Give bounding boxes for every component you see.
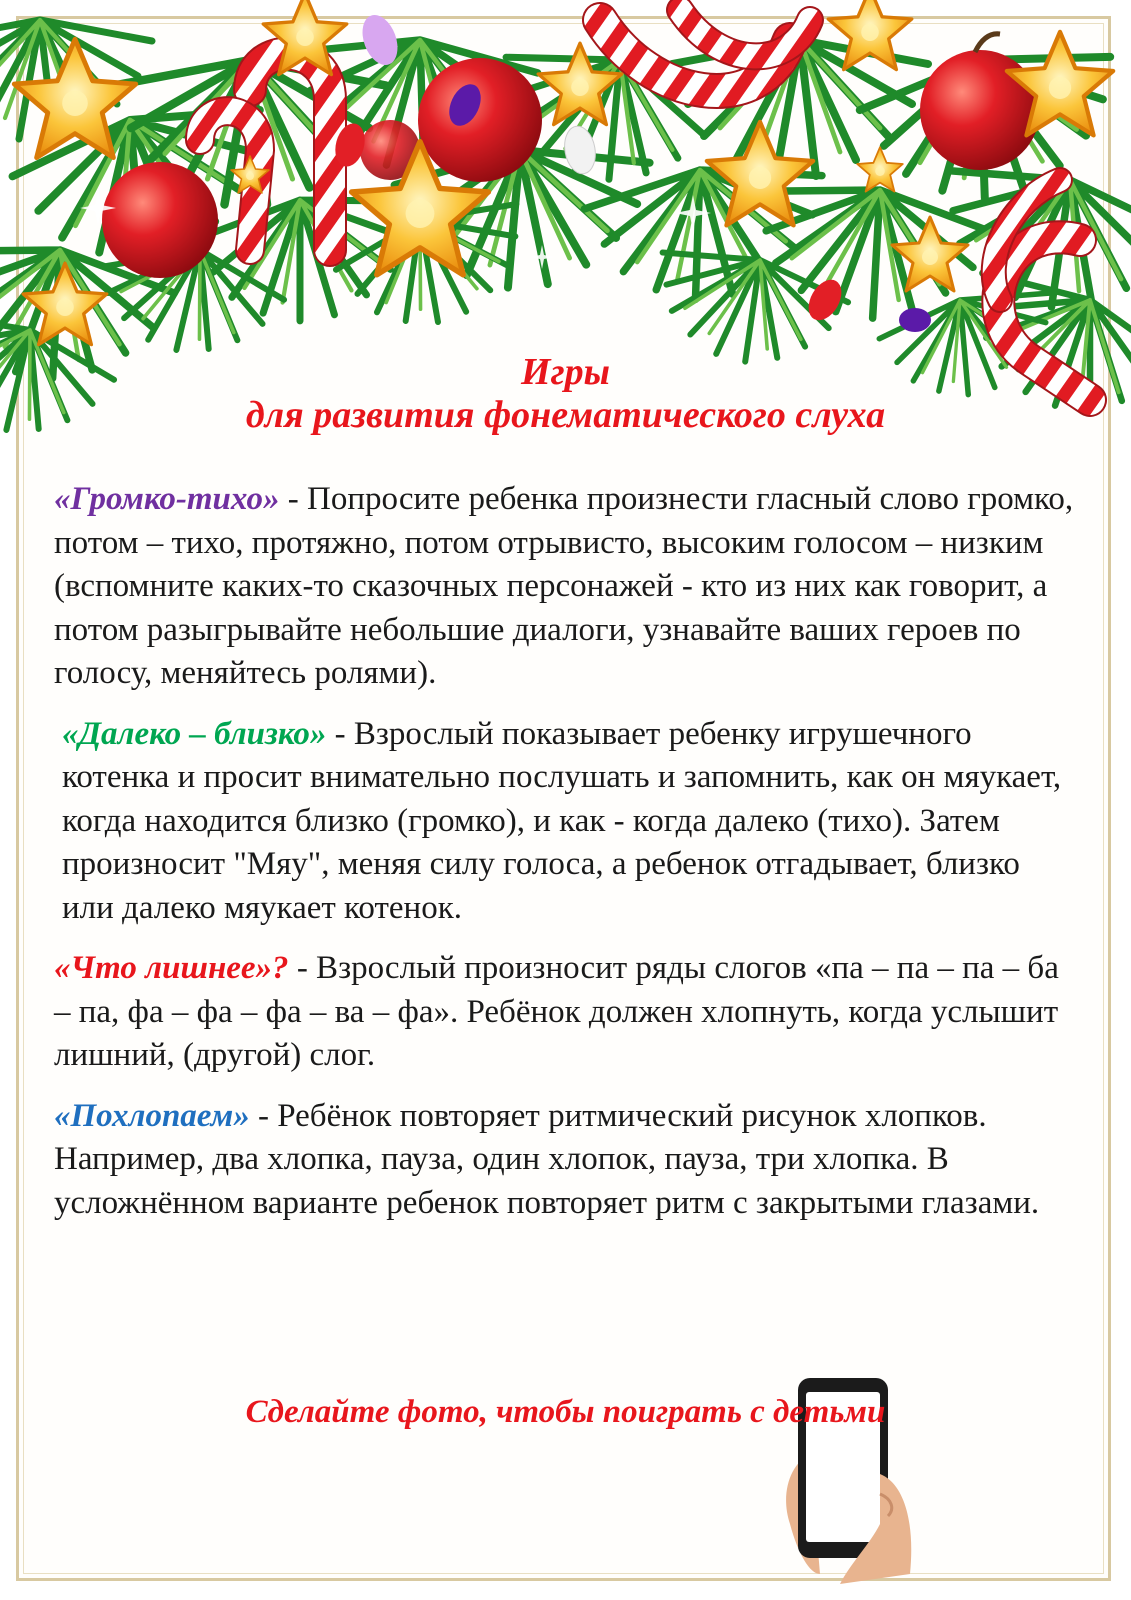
game-description: - Взрослый произносит ряды слогов «па – па – па – ба – па, фа – фа – фа – ва – фа». Ребёнок должен хлопнуть, когда услышит лишний, (другой) слог. — [54, 950, 1059, 1073]
game-item — [54, 713, 1074, 931]
game-item — [54, 947, 1074, 1078]
call-to-action: Сделайте фото, чтобы поиграть с детьми — [245, 1394, 886, 1430]
game-name: «Что лишнее»? — [54, 950, 289, 986]
game-description: - Взрослый показывает ребенку игрушечного котенка и просит внимательно послушать и запомнить, как он мяукает, когда находится близко (громко), и как - когда далеко (тихо). Затем произносит "Мяу", меняя силу голоса, а ребенок отгадывает, близко или далеко мяукает котенок. — [62, 715, 1062, 926]
game-description: - Попросите ребенка произнести гласный слово громко, потом – тихо, протяжно, потом отрывисто, высоким голосом – низким (вспомните каких-то сказочных персонажей - кто из них как говорит, а потом разыгрывайте небольшие диалоги, узнавайте ваших героев по голосу, меняйтесь ролями). — [54, 481, 1074, 691]
game-name: «Громко-тихо» — [54, 481, 280, 517]
game-name: «Похлопаем» — [54, 1097, 250, 1134]
game-description: - Ребёнок повторяет ритмический рисунок хлопков. Например, два хлопка, пауза, один хлопок, пауза, три хлопка. В усложнённом варианте ребенок повторяет ритм с закрытыми глазами. — [54, 1097, 1040, 1221]
game-item — [54, 1095, 1074, 1226]
page-title-line-1: Игры — [521, 351, 610, 393]
game-item — [54, 478, 1074, 696]
games-list — [54, 478, 1074, 1242]
game-name: «Далеко – близко» — [62, 715, 327, 752]
page-title-line-2: для развития фонематического слуха — [245, 394, 886, 436]
